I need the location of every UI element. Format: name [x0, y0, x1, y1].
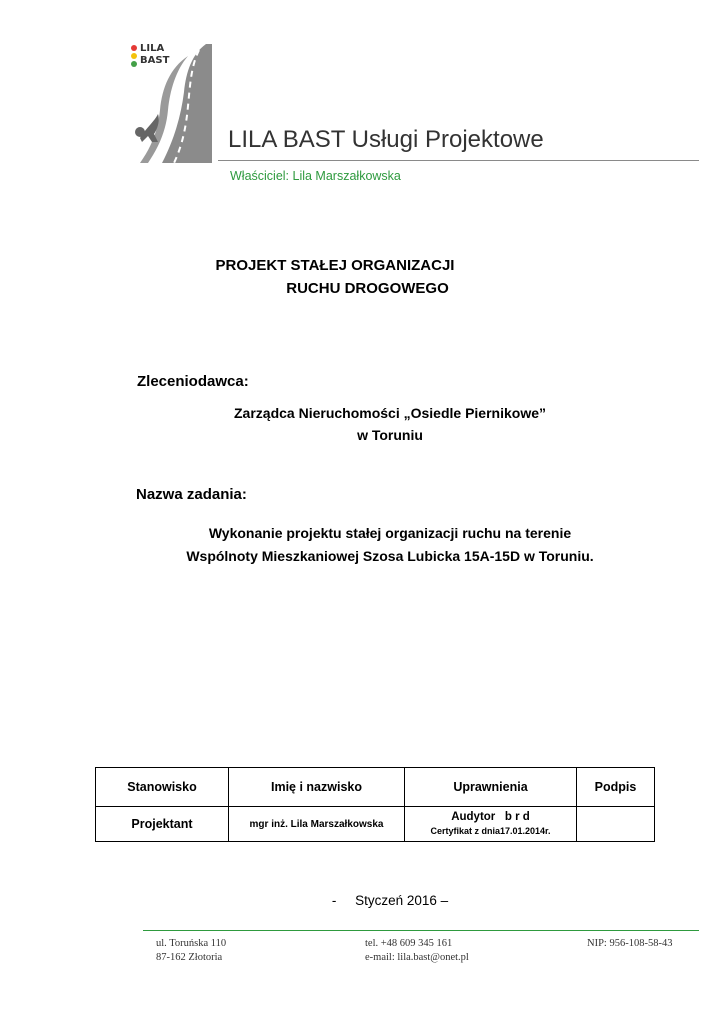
- table-header-row: [96, 768, 655, 807]
- footer-contact: [365, 937, 469, 965]
- header-divider: [218, 160, 699, 161]
- header-position: Stanowisko: [96, 768, 229, 807]
- footer-divider: [143, 930, 699, 931]
- address-line-1: ul. Toruńska 110: [156, 938, 227, 949]
- footer-nip: NIP: 956-108-58-43: [587, 938, 673, 949]
- task-line-1: Wykonanie projektu stałej organizacji ruchu na terenie: [208, 525, 572, 541]
- qualification-line-1: Audytor b r d: [451, 811, 530, 823]
- client-name: [0, 402, 725, 446]
- company-logo: [128, 42, 213, 164]
- signature-table: [95, 767, 655, 842]
- address-line-2: 87-162 Złotoria: [156, 952, 223, 963]
- document-date: - Styczeń 2016 –: [331, 893, 449, 908]
- footer-phone: tel. +48 609 345 161: [365, 938, 453, 949]
- footer-email: e-mail: lila.bast@onet.pl: [365, 952, 469, 963]
- owner-name: Właściciel: Lila Marszałkowska: [230, 169, 401, 183]
- task-line-2: Wspólnoty Mieszkaniowej Szosa Lubicka 15A-15D w Toruniu.: [186, 548, 594, 564]
- task-label: Nazwa zadania:: [136, 486, 247, 503]
- cell-signature: [577, 807, 655, 842]
- footer-address: [156, 937, 226, 965]
- qualification-line-2: Certyfikat z dnia17.01.2014r.: [430, 826, 551, 836]
- cell-qualifications: [405, 807, 577, 842]
- logo-text-line1: LILA: [140, 43, 165, 54]
- title-line-2: RUCHU DROGOWEGO: [286, 280, 449, 297]
- title-line-1: PROJEKT STAŁEJ ORGANIZACJI: [215, 257, 455, 274]
- task-name: [0, 522, 725, 568]
- road-cat-logo-graphic: [128, 42, 213, 164]
- company-title: LILA BAST Usługi Projektowe: [228, 126, 544, 153]
- client-line-1: Zarządca Nieruchomości „Osiedle Piernikowe”: [234, 405, 546, 421]
- client-label: Zleceniodawca:: [137, 373, 249, 390]
- document-title: [0, 254, 725, 300]
- cell-name: mgr inż. Lila Marszałkowska: [229, 807, 405, 842]
- logo-text-line2: BAST: [140, 55, 170, 66]
- header-qualifications: Uprawnienia: [405, 768, 577, 807]
- header-signature: Podpis: [577, 768, 655, 807]
- header-name: Imię i nazwisko: [229, 768, 405, 807]
- client-line-2: w Toruniu: [357, 427, 423, 443]
- table-row: [96, 807, 655, 842]
- cell-position: Projektant: [96, 807, 229, 842]
